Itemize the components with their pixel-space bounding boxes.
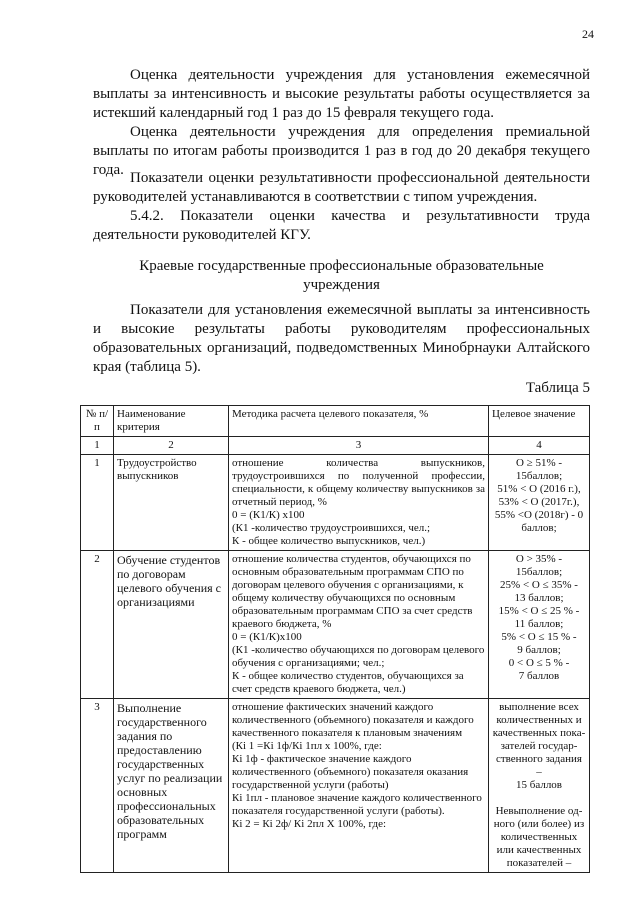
section-heading-line-1: Краевые государственные профессиональные образовательные xyxy=(139,258,544,274)
target-line: 0 < О ≤ 5 % - xyxy=(508,657,570,669)
paragraph-section-5-4-2: 5.4.2. Показатели оценки качества и результативности труда деятельности руководителей КГУ. xyxy=(93,208,590,243)
table-caption: Таблица 5 xyxy=(525,380,590,396)
table-row xyxy=(81,699,590,873)
criterion-name: Обучение студентов по договорам целевого обучения с организациями xyxy=(114,551,229,699)
criterion-name: Трудоустройство выпускников xyxy=(114,455,229,551)
paragraph-indicators-by-type: Показатели оценки результативности профессиональной деятельности руководителей устанавливаются в соответствии с типом учреждения. xyxy=(93,170,590,205)
target-line: 5% < О ≤ 15 % - xyxy=(501,631,577,643)
row-number: 2 xyxy=(81,551,114,699)
method-formula: 0 = (К1/К) х100 xyxy=(232,509,305,521)
target-line: Невыполнение од- xyxy=(495,805,583,817)
target-cell xyxy=(489,455,590,551)
method-cell xyxy=(229,699,489,873)
target-line: выполнение всех xyxy=(499,701,579,713)
row-number: 3 xyxy=(81,699,114,873)
target-line: количественных и xyxy=(496,714,582,726)
method-legend: Кi 1пл - плановое значение каждого количественного показателя государственной услуги (работы). xyxy=(232,792,482,817)
target-line: 11 баллов; xyxy=(514,618,564,630)
intro-paragraph: Показатели для установления ежемесячной выплаты за интенсивность и высокие результаты работы руководителям профессиональных образовательных организаций, подведомственных Минобрнауки Алтайского края (таблица 5). xyxy=(93,302,590,375)
target-line: баллов; xyxy=(521,522,557,534)
target-line: О > 35% - xyxy=(515,553,563,565)
table-row xyxy=(81,455,590,551)
target-line: 13 баллов; xyxy=(514,592,564,604)
target-line: количественных xyxy=(500,831,578,843)
method-legend: (К1 -количество трудоустроившихся, чел.; xyxy=(232,522,431,534)
target-line: качественных пока- xyxy=(492,727,586,739)
method-legend: К - общее количество выпускников, чел.) xyxy=(232,535,426,547)
page-number: 24 xyxy=(582,27,594,41)
header-method: Методика расчета целевого показателя, % xyxy=(229,406,489,437)
table-5 xyxy=(80,405,590,873)
target-line: 15% < О ≤ 25 % - xyxy=(498,605,580,617)
target-line: 9 баллов; xyxy=(517,644,561,656)
target-line: 25% < О ≤ 35% - xyxy=(500,579,578,591)
target-line: ственного задания – xyxy=(495,753,582,778)
table-index-row xyxy=(81,437,590,455)
header-criterion: Наименование критерия xyxy=(114,406,229,437)
header-number: № п/п xyxy=(81,406,114,437)
method-legend: (К1 -количество обучающихся по договорам целевого обучения с организациями; чел.; xyxy=(232,644,485,669)
target-line: 15 баллов xyxy=(516,779,562,791)
target-line: показателей – xyxy=(506,857,572,869)
index-cell: 1 xyxy=(81,437,114,455)
method-text: отношение фактических значений каждого количественного (объемного) показателя и каждого качественного показателя к плановым значениям xyxy=(232,701,474,739)
method-formula: Кi 2 = Кi 2ф/ Кi 2пл Х 100%, где: xyxy=(232,818,387,830)
paragraph-bonus-assessment: Оценка деятельности учреждения для определения премиальной выплаты по итогам работы производится 1 раз в год до 20 декабря текущего года. xyxy=(93,124,590,178)
method-formula: (Кi 1 =Кi 1ф/Кi 1пл х 100%, где: xyxy=(232,740,382,752)
target-line: 15баллов; xyxy=(515,470,563,482)
target-line: О ≥ 51% - xyxy=(515,457,563,469)
criterion-name: Выполнение государственного задания по предоставлению государственных услуг по реализации основных профессиональных образовательных программ xyxy=(114,699,229,873)
target-line: 55% <О (2018г) - 0 xyxy=(494,509,584,521)
method-legend: К - общее количество студентов, обучающихся за счет средств краевого бюджета, чел.) xyxy=(232,670,464,695)
method-formula: 0 = (К1/К)х100 xyxy=(232,631,302,643)
table-row xyxy=(81,551,590,699)
index-cell: 2 xyxy=(114,437,229,455)
table-header-row xyxy=(81,406,590,437)
target-line: или качественных xyxy=(496,844,582,856)
paragraph-monthly-assessment: Оценка деятельности учреждения для установления ежемесячной выплаты за интенсивность и высокие результаты работы осуществляется за истекший календарный год 1 раз до 15 февраля текущего года. xyxy=(93,67,590,121)
section-heading xyxy=(93,257,590,295)
target-cell xyxy=(489,699,590,873)
target-line: зателей государ- xyxy=(500,740,578,752)
target-line: ного (или более) из xyxy=(493,818,585,830)
section-heading-line-2: учреждения xyxy=(303,277,380,293)
target-line: 53% < О (2017г.), xyxy=(498,496,580,508)
target-line: 15баллов; xyxy=(515,566,563,578)
target-line: 7 баллов xyxy=(518,670,560,682)
method-text: отношение количества студентов, обучающихся по основным образовательным программам СПО по договорам целевого обучения с организациями, к общему количеству обучающихся по основным образовательным программам СПО за счет средств краевого бюджета, % xyxy=(232,553,473,630)
method-text: отношение количества выпускников, трудоустроившихся по полученной профессии, специальности, к общему количеству выпускников за отчетный период, % xyxy=(232,457,485,508)
method-legend: Кi 1ф - фактическое значение каждого количественного (объемного) показателя оказания государственной услуги (работы) xyxy=(232,753,469,791)
target-line: 51% < О (2016 г.), xyxy=(497,483,581,495)
row-number: 1 xyxy=(81,455,114,551)
header-target: Целевое значение xyxy=(489,406,590,437)
method-cell xyxy=(229,551,489,699)
target-cell xyxy=(489,551,590,699)
index-cell: 3 xyxy=(229,437,489,455)
method-cell xyxy=(229,455,489,551)
index-cell: 4 xyxy=(489,437,590,455)
target-line xyxy=(492,792,586,805)
